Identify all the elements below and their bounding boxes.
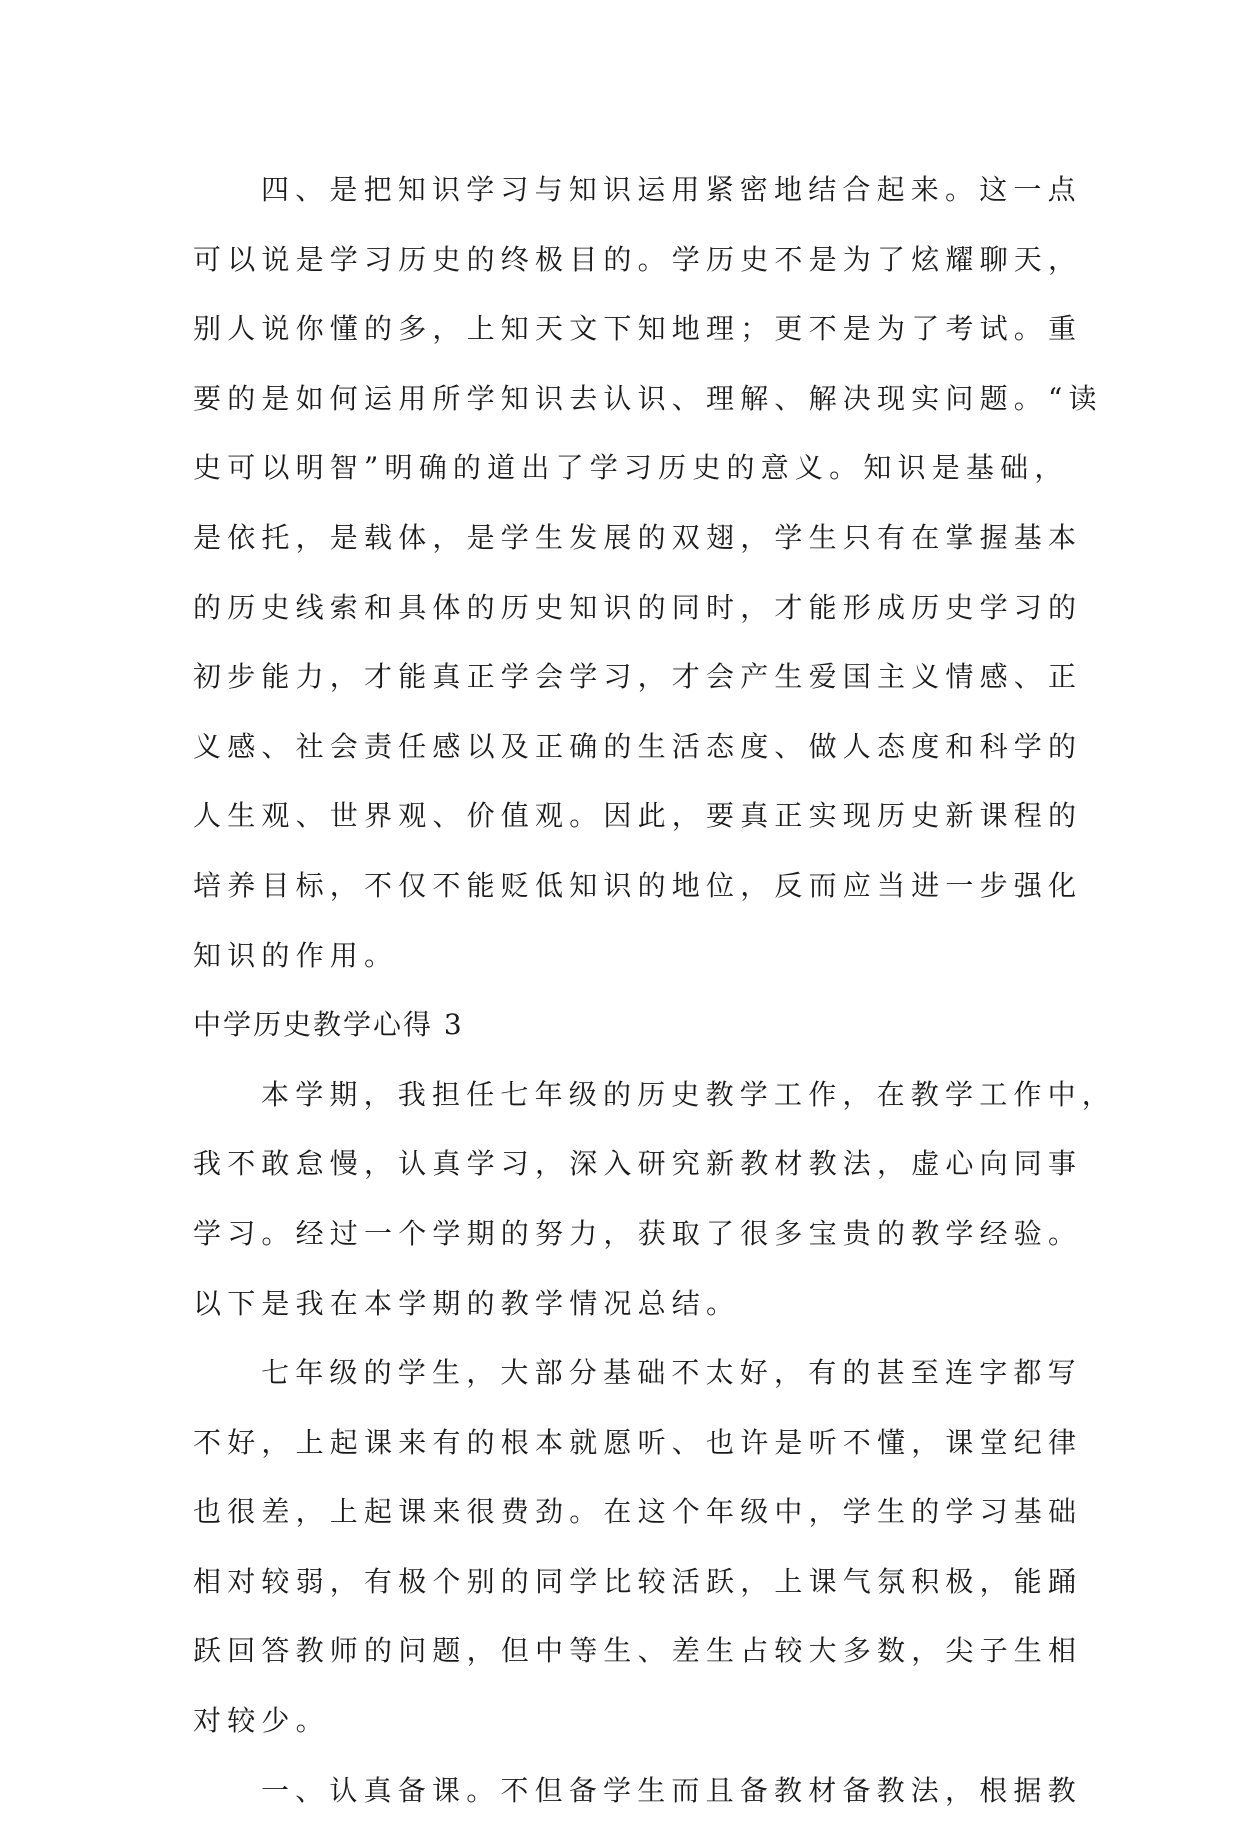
text-line: 学习。经过一个学期的努力，获取了很多宝贵的教学经验。 (193, 1216, 1083, 1250)
text-line: 要的是如何运用所学知识去认识、理解、解决现实问题。“读 (193, 381, 1103, 415)
text-line: 相对较弱，有极个别的同学比较活跃，上课气氛积极，能踊 (193, 1564, 1083, 1598)
text-line: 知识的作用。 (193, 938, 399, 972)
text-line: 初步能力，才能真正学会学习，才会产生爱国主义情感、正 (193, 660, 1083, 694)
text-line: 对较少。 (193, 1704, 330, 1738)
text-line: 七年级的学生，大部分基础不太好，有的甚至连字都写 (261, 1356, 1082, 1390)
text-line: 培养目标，不仅不能贬低知识的地位，反而应当进一步强化 (193, 868, 1083, 902)
text-line: 我不敢怠慢，认真学习，深入研究新教材教法，虚心向同事 (193, 1147, 1083, 1181)
document-page (193, 155, 1117, 1825)
text-line: 以下是我在本学期的教学情况总结。 (193, 1286, 741, 1320)
text-line: 史可以明智”明确的道出了学习历史的意义。知识是基础， (193, 451, 1069, 485)
text-line: 可以说是学习历史的终极目的。学历史不是为了炫耀聊天， (193, 242, 1083, 276)
section-heading: 中学历史教学心得 3 (193, 1008, 464, 1042)
text-line: 四、是把知识学习与知识运用紧密地结合起来。这一点 (261, 173, 1082, 206)
text-line: 也很差，上起课来很费劲。在这个年级中，学生的学习基础 (193, 1495, 1083, 1529)
text-line: 本学期，我担任七年级的历史教学工作，在教学工作中， (261, 1077, 1117, 1111)
text-line: 是依托，是载体，是学生发展的双翅，学生只有在掌握基本 (193, 520, 1083, 554)
text-line: 人生观、世界观、价值观。因此，要真正实现历史新课程的 (193, 799, 1083, 833)
text-line: 不好，上起课来有的根本就愿听、也许是听不懂，课堂纪律 (193, 1425, 1083, 1459)
text-line: 跃回答教师的问题，但中等生、差生占较大多数，尖子生相 (193, 1634, 1083, 1668)
text-line: 的历史线索和具体的历史知识的同时，才能形成历史学习的 (193, 590, 1083, 624)
text-line: 一、认真备课。不但备学生而且备教材备教法，根据教 (261, 1773, 1082, 1807)
text-line: 别人说你懂的多，上知天文下知地理；更不是为了考试。重 (193, 312, 1083, 346)
text-line: 义感、社会责任感以及正确的生活态度、做人态度和科学的 (193, 729, 1083, 763)
